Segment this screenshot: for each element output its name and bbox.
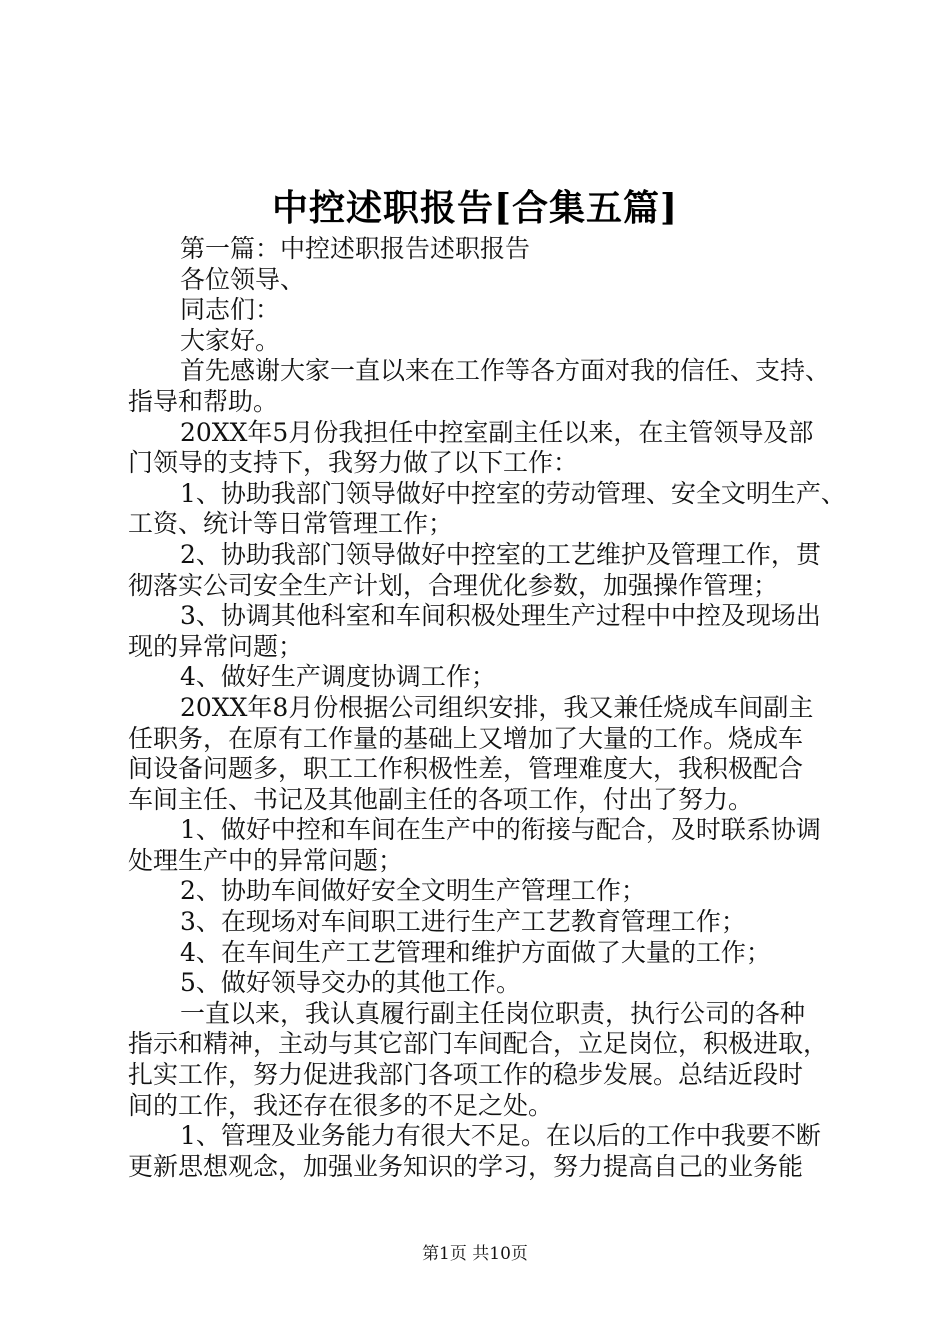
body-line: 彻落实公司安全生产计划，合理优化参数，加强操作管理； xyxy=(128,570,779,600)
body-line: 同志们： xyxy=(180,295,281,325)
body-line: 工资、统计等日常管理工作； xyxy=(128,509,454,539)
document-title: 中控述职报告[合集五篇] xyxy=(271,187,679,229)
body-line: 20XX年5月份我担任中控室副主任以来，在主管领导及部 xyxy=(180,417,814,447)
page-footer: 第1页 共10页 xyxy=(422,1244,528,1264)
document-body xyxy=(128,234,854,1182)
body-line: 指示和精神，主动与其它部门车间配合，立足岗位，积极进取， xyxy=(128,1029,829,1059)
body-line: 车间主任、书记及其他副主任的各项工作，付出了努力。 xyxy=(128,784,754,814)
body-line: 现的异常问题； xyxy=(128,631,304,661)
body-line: 3、协调其他科室和车间积极处理生产过程中中控及现场出 xyxy=(180,601,821,631)
body-line: 扎实工作，努力促进我部门各项工作的稳步发展。总结近段时 xyxy=(128,1060,804,1090)
body-line: 1、管理及业务能力有很大不足。在以后的工作中我要不断 xyxy=(180,1121,821,1151)
body-line: 间的工作，我还存在很多的不足之处。 xyxy=(128,1090,554,1120)
body-line: 首先感谢大家一直以来在工作等各方面对我的信任、支持、 xyxy=(180,356,831,386)
body-line: 大家好。 xyxy=(180,325,281,355)
body-line: 2、协助我部门领导做好中控室的工艺维护及管理工作，贯 xyxy=(180,539,821,569)
body-line: 4、做好生产调度协调工作； xyxy=(180,662,496,692)
body-line: 各位领导、 xyxy=(180,264,306,294)
body-line: 4、在车间生产工艺管理和维护方面做了大量的工作； xyxy=(180,937,771,967)
body-line: 任职务，在原有工作量的基础上又增加了大量的工作。烧成车 xyxy=(128,723,804,753)
body-line: 一直以来，我认真履行副主任岗位职责，执行公司的各种 xyxy=(180,998,806,1028)
body-line: 5、做好领导交办的其他工作。 xyxy=(180,968,521,998)
body-line: 20XX年8月份根据公司组织安排，我又兼任烧成车间副主 xyxy=(180,692,814,722)
body-line: 3、在现场对车间职工进行生产工艺教育管理工作； xyxy=(180,907,746,937)
body-line: 2、协助车间做好安全文明生产管理工作； xyxy=(180,876,646,906)
body-line: 更新思想观念，加强业务知识的学习，努力提高自己的业务能 xyxy=(128,1151,804,1181)
body-line: 处理生产中的异常问题； xyxy=(128,845,404,875)
body-line: 间设备问题多，职工工作积极性差，管理难度大，我积极配合 xyxy=(128,754,804,784)
body-line: 指导和帮助。 xyxy=(128,386,279,416)
body-line: 1、协助我部门领导做好中控室的劳动管理、安全文明生产、 xyxy=(180,478,846,508)
body-line: 门领导的支持下，我努力做了以下工作： xyxy=(128,448,579,478)
body-line: 1、做好中控和车间在生产中的衔接与配合，及时联系协调 xyxy=(180,815,821,845)
body-line: 第一篇：中控述职报告述职报告 xyxy=(180,234,531,263)
